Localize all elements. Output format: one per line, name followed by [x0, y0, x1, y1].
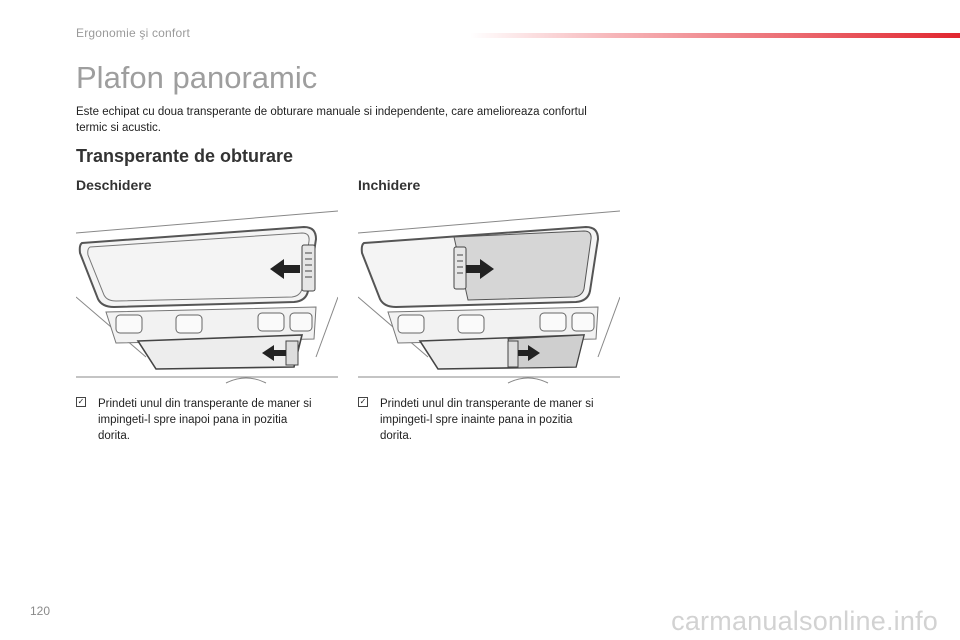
page-title: Plafon panoramic [76, 60, 318, 95]
instruction-text: Prindeti unul din transperante de maner si impingeti-l spre inapoi pana in pozitia dorita. [98, 398, 312, 442]
column-title-close: Inchidere [358, 177, 421, 193]
header-section-label: Ergonomie şi confort [76, 26, 191, 40]
column-title-open: Deschidere [76, 177, 152, 193]
section-title: Transperante de obturare [76, 146, 294, 166]
instruction-closing [358, 396, 598, 444]
page-number: 120 [30, 604, 51, 618]
checkbox-bullet-icon: ✓ [77, 397, 85, 406]
illustration-opening [76, 207, 338, 385]
illustration-closing [358, 207, 620, 385]
watermark: carmanualsonline.info [671, 606, 938, 636]
checkbox-bullet-icon: ✓ [359, 397, 367, 406]
instruction-text: Prindeti unul din transperante de maner si impingeti-l spre inainte pana in pozitia dorita. [380, 398, 594, 442]
instruction-opening [76, 396, 316, 444]
intro-paragraph: Este echipat cu doua transperante de obturare manuale si independente, care amelioreaza confortul termic si acustic. [76, 106, 587, 134]
header-accent-bar [470, 33, 960, 38]
